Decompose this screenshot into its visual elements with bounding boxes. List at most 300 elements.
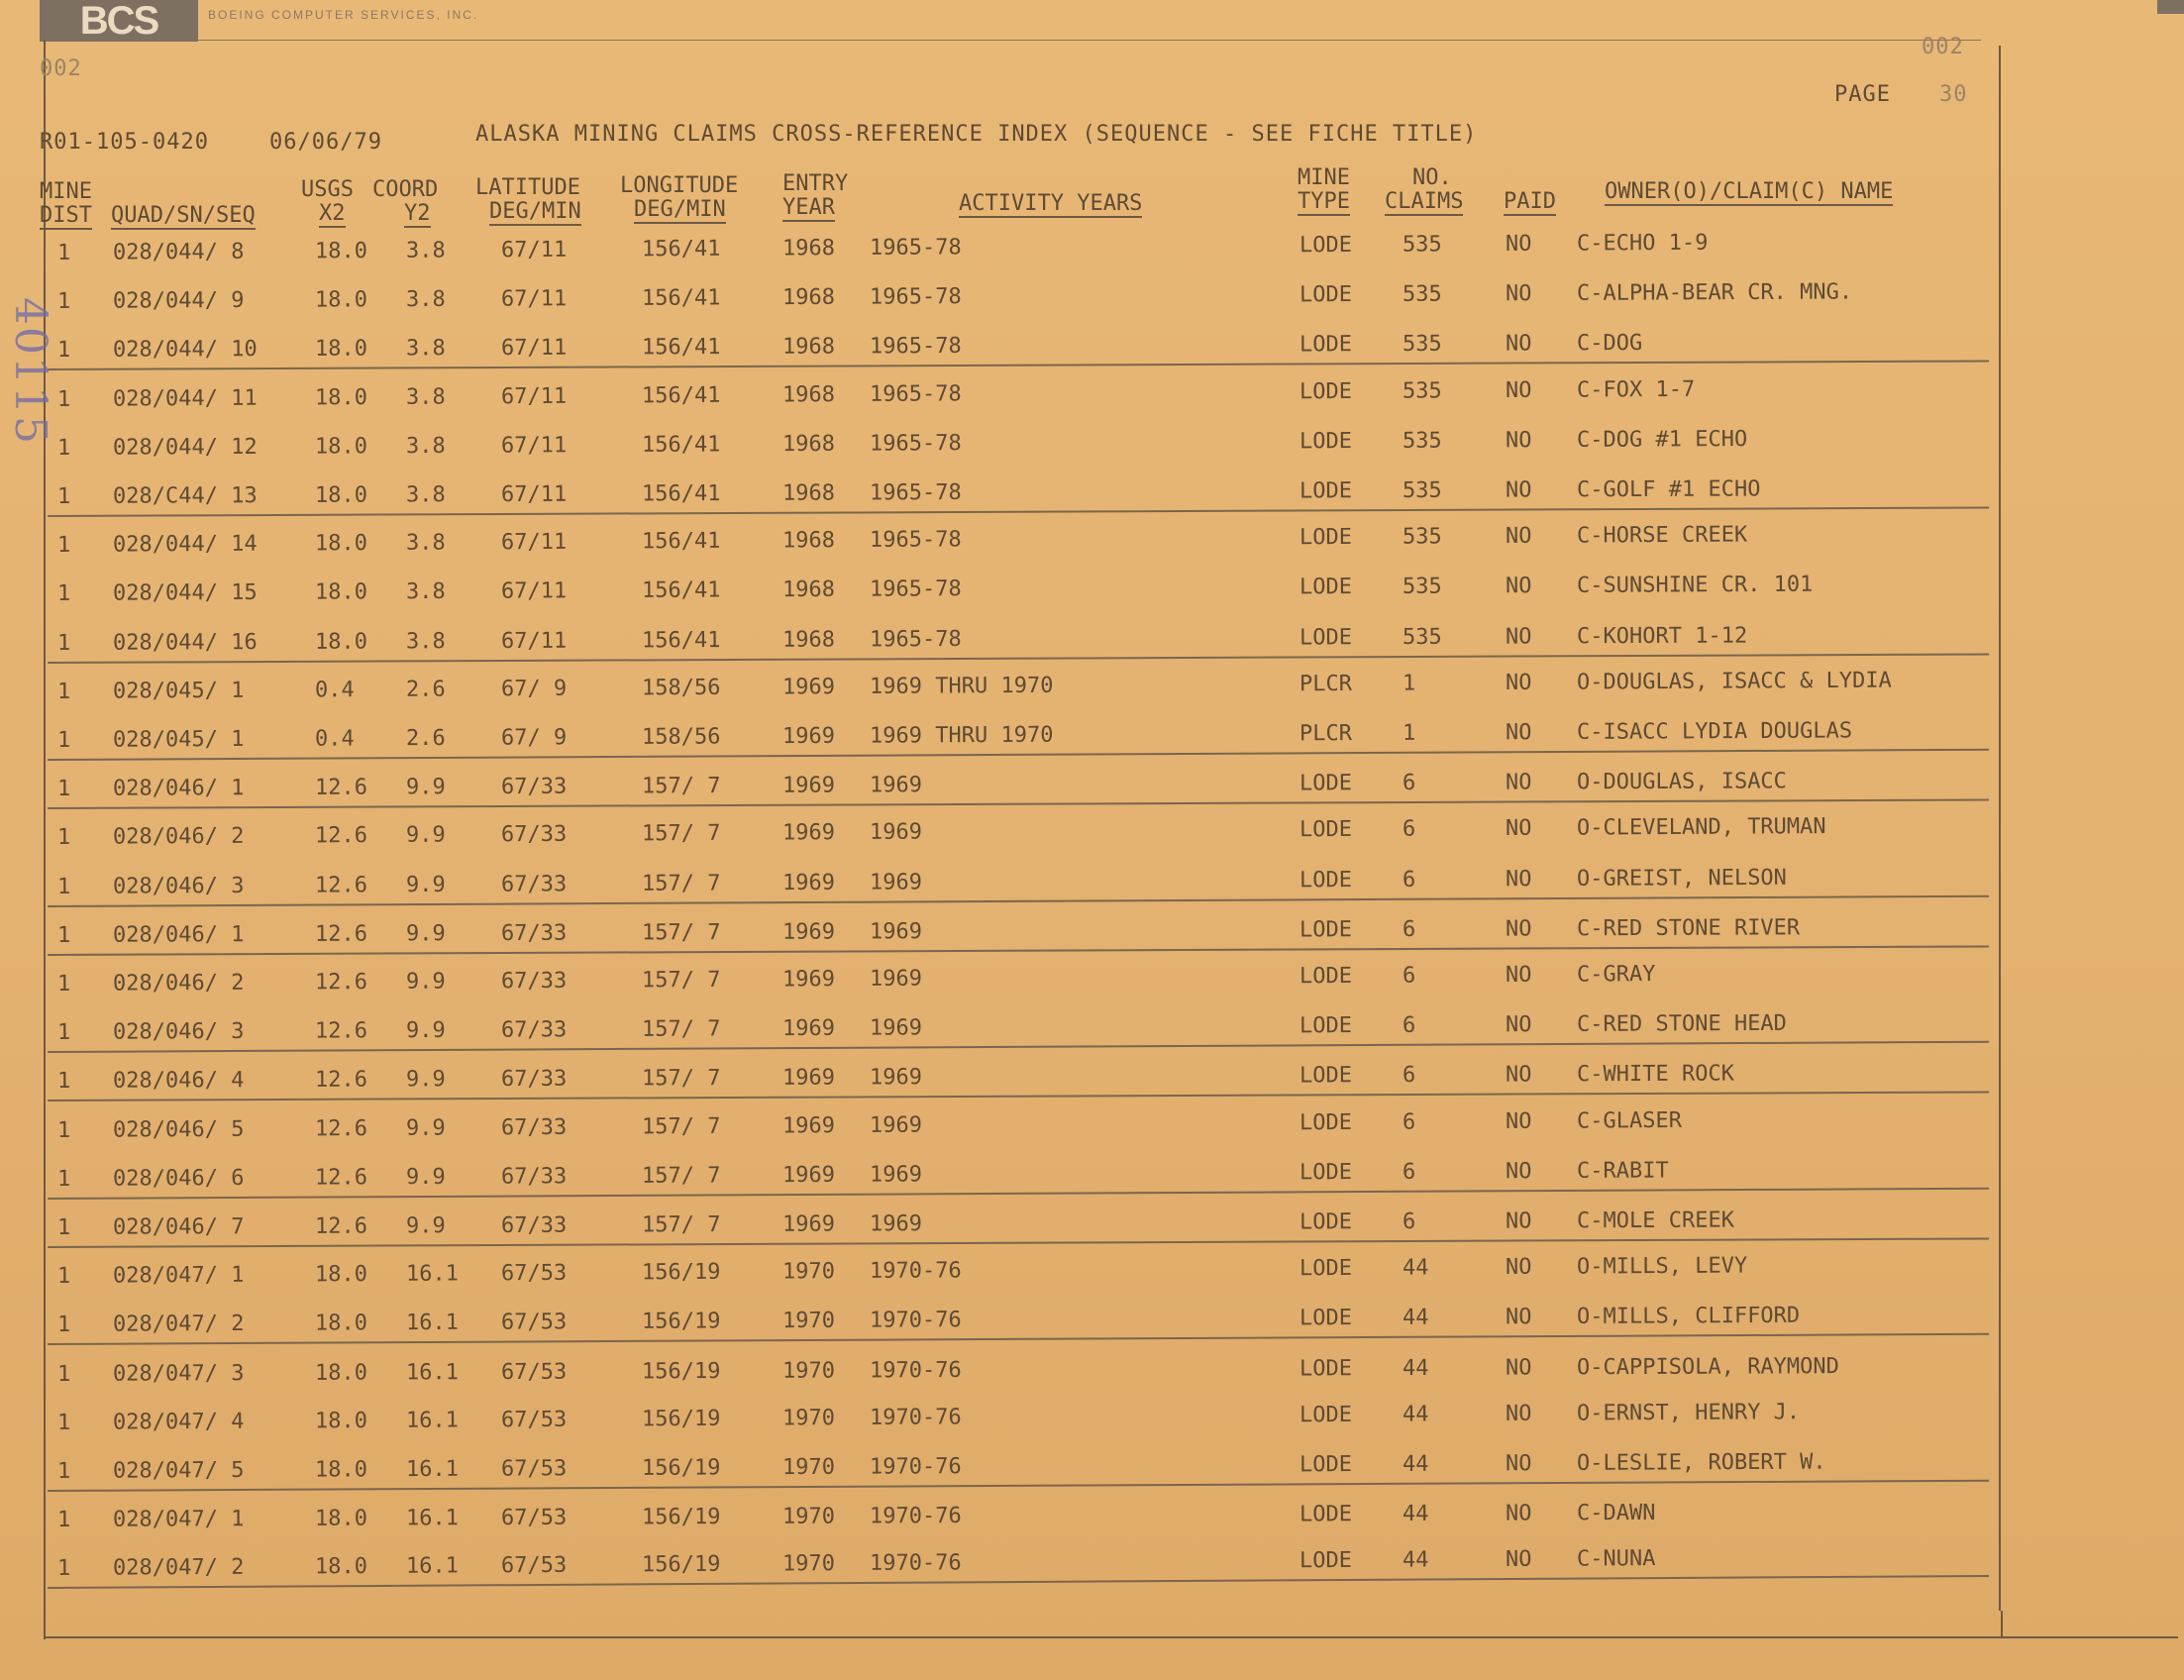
cell-x2: 12.6 [314, 775, 368, 801]
cell-activity-years: 1965-78 [869, 626, 962, 652]
cell-mine-type: LODE [1299, 917, 1353, 943]
cell-longitude: 157/ 7 [641, 1113, 721, 1139]
cell-y2: 3.8 [405, 384, 446, 410]
left-code: 002 [40, 56, 82, 81]
table-row [48, 1298, 1989, 1345]
cell-paid: NO [1505, 770, 1532, 795]
cell-y2: 9.9 [405, 1164, 446, 1190]
cell-no-claims: 535 [1402, 332, 1442, 358]
cell-owner-claim-name: O-MILLS, LEVY [1576, 1253, 1748, 1280]
report-date: 06/06/79 [269, 130, 382, 155]
cell-longitude: 156/19 [641, 1309, 721, 1335]
cell-mine-type: LODE [1299, 1256, 1353, 1282]
cell-no-claims: 535 [1402, 428, 1442, 454]
cell-activity-years: 1969 [869, 1065, 923, 1091]
cell-x2: 18.0 [314, 287, 368, 313]
cell-latitude: 67/53 [500, 1553, 568, 1579]
cell-mine-type: PLCR [1299, 671, 1353, 697]
header-entry-year: YEAR [782, 195, 835, 220]
table-row [48, 1056, 1989, 1102]
cell-no-claims: 535 [1402, 232, 1442, 258]
cell-mine-type: LODE [1299, 1548, 1353, 1574]
cell-mine-dist: 1 [56, 1410, 71, 1435]
cell-x2: 12.6 [314, 1213, 368, 1239]
cell-y2: 16.1 [405, 1408, 460, 1433]
cell-paid: NO [1505, 720, 1532, 746]
cell-longitude: 156/19 [641, 1260, 721, 1286]
cell-latitude: 67/ 9 [500, 676, 568, 701]
cell-mine-dist: 1 [56, 1508, 71, 1533]
cell-x2: 0.4 [314, 726, 355, 752]
cell-no-claims: 6 [1402, 1109, 1416, 1135]
cell-latitude: 67/53 [500, 1359, 568, 1385]
table-row [48, 1202, 1989, 1248]
cell-paid: NO [1505, 427, 1532, 454]
table-row [48, 909, 1989, 956]
cell-owner-claim-name: C-DAWN [1576, 1501, 1656, 1526]
cell-mine-type: LODE [1299, 282, 1353, 308]
cell-mine-type: LODE [1299, 1063, 1353, 1089]
cell-no-claims: 44 [1402, 1451, 1429, 1477]
cell-paid: NO [1505, 1108, 1532, 1134]
cell-entry-year: 1969 [781, 1065, 836, 1092]
cell-mine-type: LODE [1299, 1306, 1353, 1331]
cell-longitude: 156/41 [641, 481, 721, 507]
cell-mine-type: LODE [1299, 478, 1353, 504]
cell-mine-type: LODE [1299, 575, 1353, 600]
cell-owner-claim-name: C-KOHORT 1-12 [1576, 623, 1748, 649]
page-number: 30 [1939, 82, 1968, 107]
cell-y2: 3.8 [405, 579, 446, 605]
cell-activity-years: 1965-78 [869, 235, 962, 261]
cell-latitude: 67/33 [500, 1114, 568, 1140]
header-lon-degmin: DEG/MIN [634, 197, 726, 222]
page-label: PAGE [1834, 82, 1891, 107]
table-row [48, 567, 1989, 612]
cell-x2: 18.0 [314, 531, 368, 557]
cell-owner-claim-name: O-CLEVELAND, TRUMAN [1576, 814, 1826, 841]
table-row [48, 955, 1989, 1002]
cell-paid: NO [1505, 1401, 1532, 1426]
cell-mine-type: LODE [1299, 1355, 1353, 1382]
cell-y2: 9.9 [405, 969, 446, 995]
cell-y2: 16.1 [405, 1506, 460, 1531]
cell-entry-year: 1970 [781, 1551, 836, 1577]
cell-x2: 12.6 [314, 1115, 368, 1141]
cell-owner-claim-name: C-GOLF #1 ECHO [1576, 476, 1761, 503]
cell-quad-sn-seq: 028/046/ 7 [112, 1214, 245, 1240]
cell-activity-years: 1965-78 [869, 577, 962, 603]
cell-longitude: 157/ 7 [641, 1212, 721, 1238]
cell-mine-dist: 1 [56, 581, 71, 607]
cell-mine-type: LODE [1299, 232, 1353, 259]
cell-latitude: 67/53 [500, 1505, 568, 1531]
cell-mine-type: LODE [1299, 624, 1353, 651]
cell-mine-type: LODE [1299, 428, 1353, 455]
cell-latitude: 67/11 [500, 336, 568, 362]
cell-no-claims: 6 [1402, 1208, 1416, 1235]
cell-mine-dist: 1 [56, 338, 71, 364]
cell-x2: 18.0 [314, 434, 368, 460]
cell-no-claims: 1 [1402, 720, 1416, 746]
cell-owner-claim-name: C-ISACC LYDIA DOUGLAS [1576, 718, 1853, 745]
cell-latitude: 67/ 9 [500, 725, 568, 751]
cell-x2: 12.6 [314, 1165, 368, 1191]
cell-paid: NO [1505, 1062, 1532, 1088]
corner-mark [2157, 0, 2184, 14]
cell-entry-year: 1968 [781, 431, 836, 457]
cell-quad-sn-seq: 028/046/ 3 [112, 873, 245, 899]
cell-no-claims: 535 [1402, 624, 1442, 650]
cell-x2: 12.6 [314, 1067, 368, 1094]
right-code: 002 [1922, 35, 1964, 59]
cell-entry-year: 1970 [781, 1454, 836, 1481]
cell-latitude: 67/33 [500, 968, 568, 995]
cell-activity-years: 1969 THRU 1970 [869, 722, 1054, 749]
cell-longitude: 157/ 7 [641, 821, 721, 847]
table-row [48, 617, 1989, 664]
cell-owner-claim-name: C-SUNSHINE CR. 101 [1576, 573, 1814, 599]
cell-x2: 18.0 [314, 1311, 368, 1336]
cell-quad-sn-seq: 028/046/ 6 [112, 1165, 245, 1192]
cell-mine-dist: 1 [56, 240, 71, 265]
cell-mine-dist: 1 [56, 971, 71, 997]
cell-x2: 18.0 [314, 482, 368, 508]
cell-mine-type: LODE [1299, 1402, 1353, 1428]
cell-latitude: 67/11 [500, 529, 568, 556]
report-title: ALASKA MINING CLAIMS CROSS-REFERENCE INDEX (SEQUENCE - SEE FICHE TITLE) [475, 122, 1478, 147]
cell-no-claims: 535 [1402, 575, 1442, 600]
cell-paid: NO [1505, 670, 1532, 695]
cell-y2: 3.8 [405, 482, 446, 508]
cell-owner-claim-name: O-ERNST, HENRY J. [1576, 1399, 1801, 1426]
cell-activity-years: 1969 [869, 1211, 923, 1237]
cell-latitude: 67/33 [500, 871, 568, 897]
cell-activity-years: 1969 THRU 1970 [869, 673, 1054, 699]
cell-no-claims: 44 [1402, 1355, 1429, 1381]
cell-entry-year: 1968 [781, 480, 836, 506]
cell-mine-type: LODE [1299, 1013, 1353, 1039]
cell-y2: 3.8 [405, 238, 446, 263]
cell-latitude: 67/53 [500, 1310, 568, 1335]
cell-mine-type: LODE [1299, 378, 1353, 404]
company-logo: BCS [40, 0, 198, 42]
cell-activity-years: 1969 [869, 1112, 923, 1138]
cell-owner-claim-name: C-GLASER [1576, 1107, 1683, 1134]
cell-mine-type: LODE [1299, 1502, 1353, 1527]
cell-activity-years: 1970-76 [869, 1357, 962, 1383]
table-row [48, 713, 1989, 761]
cell-activity-years: 1965-78 [869, 284, 962, 310]
table-row [48, 859, 1989, 906]
cell-owner-claim-name: O-DOUGLAS, ISACC [1576, 769, 1787, 795]
cell-x2: 18.0 [314, 579, 368, 605]
cell-mine-dist: 1 [56, 1556, 71, 1582]
cell-mine-dist: 1 [56, 727, 71, 753]
cell-longitude: 156/19 [641, 1358, 721, 1384]
cell-quad-sn-seq: 028/047/ 3 [112, 1360, 245, 1387]
cell-quad-sn-seq: 028/047/ 1 [112, 1507, 245, 1532]
cell-quad-sn-seq: 028/045/ 1 [112, 678, 245, 704]
cell-owner-claim-name: O-DOUGLAS, ISACC & LYDIA [1576, 668, 1892, 695]
table-row [48, 1247, 1989, 1295]
cell-latitude: 67/11 [500, 628, 568, 654]
cell-latitude: 67/33 [500, 1017, 568, 1043]
header-paid: PAID [1504, 189, 1556, 214]
header-mine-type-top: MINE [1298, 165, 1350, 190]
table-row [48, 1005, 1989, 1053]
table-row [48, 471, 1989, 517]
cell-y2: 16.1 [405, 1553, 460, 1580]
cell-longitude: 156/19 [641, 1505, 721, 1530]
stamp-number: 40115 [5, 297, 55, 446]
cell-y2: 9.9 [405, 872, 446, 897]
table-row [48, 516, 1989, 564]
cell-paid: NO [1505, 1305, 1532, 1330]
cell-quad-sn-seq: 028/047/ 2 [112, 1312, 245, 1338]
cell-longitude: 156/19 [641, 1406, 721, 1432]
cell-x2: 12.6 [314, 1018, 368, 1044]
cell-latitude: 67/11 [500, 286, 568, 312]
cell-paid: NO [1505, 377, 1532, 403]
cell-mine-dist: 1 [56, 1117, 71, 1143]
cell-x2: 18.0 [314, 1262, 368, 1288]
cell-mine-dist: 1 [56, 1020, 71, 1046]
cell-mine-dist: 1 [56, 825, 71, 851]
cell-y2: 3.8 [405, 433, 446, 459]
cell-no-claims: 6 [1402, 771, 1416, 796]
cell-y2: 3.8 [405, 287, 446, 313]
cell-y2: 9.9 [405, 1018, 446, 1044]
cell-entry-year: 1969 [781, 1211, 836, 1237]
cell-activity-years: 1969 [869, 819, 923, 846]
cell-owner-claim-name: C-RABIT [1576, 1158, 1669, 1184]
cell-x2: 0.4 [314, 677, 355, 703]
company-name: BOEING COMPUTER SERVICES, INC. [208, 8, 479, 22]
cell-no-claims: 6 [1402, 1012, 1416, 1039]
cell-mine-type: LODE [1299, 771, 1353, 796]
table-row [48, 764, 1989, 810]
cell-owner-claim-name: C-DOG [1576, 331, 1643, 357]
cell-mine-dist: 1 [56, 1312, 71, 1338]
cell-paid: NO [1505, 1451, 1532, 1477]
cell-no-claims: 6 [1402, 816, 1416, 843]
cell-activity-years: 1965-78 [869, 430, 962, 457]
cell-latitude: 67/53 [500, 1407, 568, 1432]
cell-paid: NO [1505, 1158, 1532, 1185]
header-entry: ENTRY [782, 171, 849, 196]
cell-entry-year: 1969 [781, 723, 836, 750]
cell-quad-sn-seq: 028/044/ 11 [112, 385, 258, 412]
cell-x2: 18.0 [314, 1360, 368, 1386]
cell-latitude: 67/53 [500, 1456, 568, 1482]
cell-latitude: 67/11 [500, 481, 568, 508]
cell-longitude: 158/56 [641, 724, 721, 750]
cell-entry-year: 1970 [781, 1309, 836, 1334]
cell-mine-dist: 1 [56, 1214, 71, 1240]
frame-right-rule [1999, 46, 2001, 1611]
cell-x2: 18.0 [314, 239, 368, 264]
cell-activity-years: 1969 [869, 966, 923, 992]
cell-mine-dist: 1 [56, 483, 71, 509]
cell-no-claims: 44 [1402, 1502, 1429, 1527]
cell-owner-claim-name: C-RED STONE HEAD [1576, 1010, 1787, 1038]
cell-latitude: 67/33 [500, 774, 568, 800]
cell-paid: NO [1505, 816, 1532, 842]
header-latitude: LATITUDE [475, 175, 580, 200]
cell-mine-dist: 1 [56, 777, 71, 802]
header-no: NO. [1412, 165, 1452, 190]
cell-paid: NO [1505, 524, 1532, 550]
cell-quad-sn-seq: 028/046/ 3 [112, 1019, 245, 1045]
table-row [48, 1152, 1989, 1200]
table-row [48, 1102, 1989, 1149]
cell-longitude: 156/41 [641, 432, 721, 458]
cell-owner-claim-name: C-HORSE CREEK [1576, 522, 1748, 549]
table-row [48, 808, 1989, 856]
cell-paid: NO [1505, 1208, 1532, 1234]
cell-paid: NO [1505, 1012, 1532, 1038]
cell-entry-year: 1969 [781, 967, 836, 993]
cell-quad-sn-seq: 028/046/ 2 [112, 824, 245, 850]
cell-activity-years: 1970-76 [869, 1308, 962, 1334]
cell-mine-type: LODE [1299, 332, 1353, 358]
header-lat-degmin: DEG/MIN [489, 199, 581, 224]
cell-longitude: 157/ 7 [641, 1163, 721, 1189]
cell-longitude: 157/ 7 [641, 919, 721, 946]
cell-longitude: 156/41 [641, 578, 721, 604]
cell-paid: NO [1505, 1355, 1532, 1381]
cell-y2: 9.9 [405, 775, 446, 800]
cell-entry-year: 1969 [781, 773, 836, 798]
cell-longitude: 157/ 7 [641, 774, 721, 799]
cell-entry-year: 1970 [781, 1405, 836, 1431]
cell-owner-claim-name: C-DOG #1 ECHO [1576, 426, 1748, 453]
cell-entry-year: 1968 [781, 381, 836, 408]
header-claims: CLAIMS [1385, 189, 1464, 214]
cell-quad-sn-seq: 028/044/ 16 [112, 629, 258, 656]
cell-quad-sn-seq: 028/044/ 15 [112, 580, 258, 607]
header-mine-dist: DIST [40, 203, 92, 228]
cell-latitude: 67/33 [500, 1212, 568, 1239]
cell-y2: 2.6 [405, 677, 446, 702]
cell-longitude: 156/41 [641, 285, 721, 312]
cell-no-claims: 44 [1402, 1255, 1429, 1281]
cell-entry-year: 1970 [781, 1259, 836, 1285]
cell-quad-sn-seq: 028/047/ 2 [112, 1555, 245, 1581]
cell-y2: 3.8 [405, 336, 446, 362]
cell-quad-sn-seq: 028/044/ 8 [112, 239, 245, 265]
cell-mine-type: LODE [1299, 867, 1353, 892]
cell-owner-claim-name: O-LESLIE, ROBERT W. [1576, 1449, 1826, 1476]
cell-y2: 16.1 [405, 1311, 460, 1336]
cell-entry-year: 1970 [781, 1504, 836, 1529]
cell-y2: 9.9 [405, 1067, 446, 1093]
cell-no-claims: 44 [1402, 1547, 1429, 1574]
cell-entry-year: 1968 [781, 334, 836, 361]
table-row [48, 1495, 1989, 1539]
cell-quad-sn-seq: 028/044/ 9 [112, 288, 245, 314]
top-rule [198, 40, 1981, 41]
table-row [48, 1348, 1989, 1393]
cell-mine-dist: 1 [56, 1264, 71, 1290]
cell-quad-sn-seq: 028/046/ 5 [112, 1116, 245, 1143]
cell-no-claims: 6 [1402, 1063, 1416, 1089]
cell-mine-dist: 1 [56, 435, 71, 461]
cell-longitude: 157/ 7 [641, 967, 721, 994]
cell-latitude: 67/11 [500, 578, 568, 604]
cell-owner-claim-name: O-MILLS, CLIFFORD [1576, 1304, 1801, 1330]
cell-mine-dist: 1 [56, 289, 71, 315]
cell-mine-type: LODE [1299, 1109, 1353, 1135]
cell-activity-years: 1969 [869, 869, 923, 895]
cell-owner-claim-name: O-CAPPISOLA, RAYMOND [1576, 1353, 1839, 1380]
header-longitude: LONGITUDE [620, 173, 739, 198]
cell-entry-year: 1969 [781, 919, 836, 945]
cell-x2: 18.0 [314, 1554, 368, 1580]
cell-entry-year: 1968 [781, 236, 836, 262]
cell-x2: 18.0 [314, 336, 368, 363]
cell-paid: NO [1505, 1501, 1532, 1526]
cell-longitude: 157/ 7 [641, 871, 721, 896]
header-activity-years: ACTIVITY YEARS [959, 191, 1143, 216]
table-row [48, 1444, 1989, 1492]
header-owner-claim-name: OWNER(O)/CLAIM(C) NAME [1605, 179, 1894, 204]
cell-entry-year: 1969 [781, 1162, 836, 1188]
cell-no-claims: 6 [1402, 1159, 1416, 1185]
cell-entry-year: 1968 [781, 528, 836, 554]
cell-activity-years: 1970-76 [869, 1258, 962, 1285]
cell-mine-type: LODE [1299, 817, 1353, 843]
cell-y2: 3.8 [405, 628, 446, 655]
cell-entry-year: 1969 [781, 1112, 836, 1139]
cell-latitude: 67/11 [500, 237, 568, 263]
cell-latitude: 67/53 [500, 1260, 568, 1287]
cell-owner-claim-name: C-MOLE CREEK [1576, 1208, 1734, 1234]
cell-x2: 18.0 [314, 1506, 368, 1532]
table-row [48, 1539, 1989, 1589]
cell-paid: NO [1505, 231, 1532, 258]
cell-latitude: 67/33 [500, 1164, 568, 1190]
cell-owner-claim-name: C-ECHO 1-9 [1576, 230, 1709, 257]
cell-mine-dist: 1 [56, 874, 71, 899]
cell-no-claims: 535 [1402, 281, 1442, 308]
cell-activity-years: 1970-76 [869, 1550, 962, 1577]
cell-activity-years: 1965-78 [869, 479, 962, 506]
cell-entry-year: 1968 [781, 285, 836, 311]
cell-mine-dist: 1 [56, 1361, 71, 1387]
cell-owner-claim-name: C-FOX 1-7 [1576, 376, 1696, 403]
cell-activity-years: 1970-76 [869, 1504, 962, 1529]
cell-longitude: 158/56 [641, 675, 721, 701]
cell-y2: 9.9 [405, 822, 446, 849]
cell-x2: 12.6 [314, 823, 368, 849]
cell-x2: 18.0 [314, 629, 368, 655]
cell-quad-sn-seq: 028/044/ 12 [112, 434, 258, 461]
cell-activity-years: 1965-78 [869, 380, 962, 407]
cell-quad-sn-seq: 028/045/ 1 [112, 726, 245, 753]
cell-latitude: 67/33 [500, 1067, 568, 1093]
cell-latitude: 67/33 [500, 920, 568, 946]
report-id: R01-105-0420 [40, 130, 209, 155]
cell-quad-sn-seq: 028/046/ 1 [112, 776, 245, 801]
table-row [48, 370, 1989, 418]
cell-y2: 2.6 [405, 725, 446, 752]
cell-longitude: 156/41 [641, 627, 721, 653]
cell-paid: NO [1505, 916, 1532, 942]
cell-mine-dist: 1 [56, 386, 71, 412]
cell-no-claims: 535 [1402, 477, 1442, 504]
